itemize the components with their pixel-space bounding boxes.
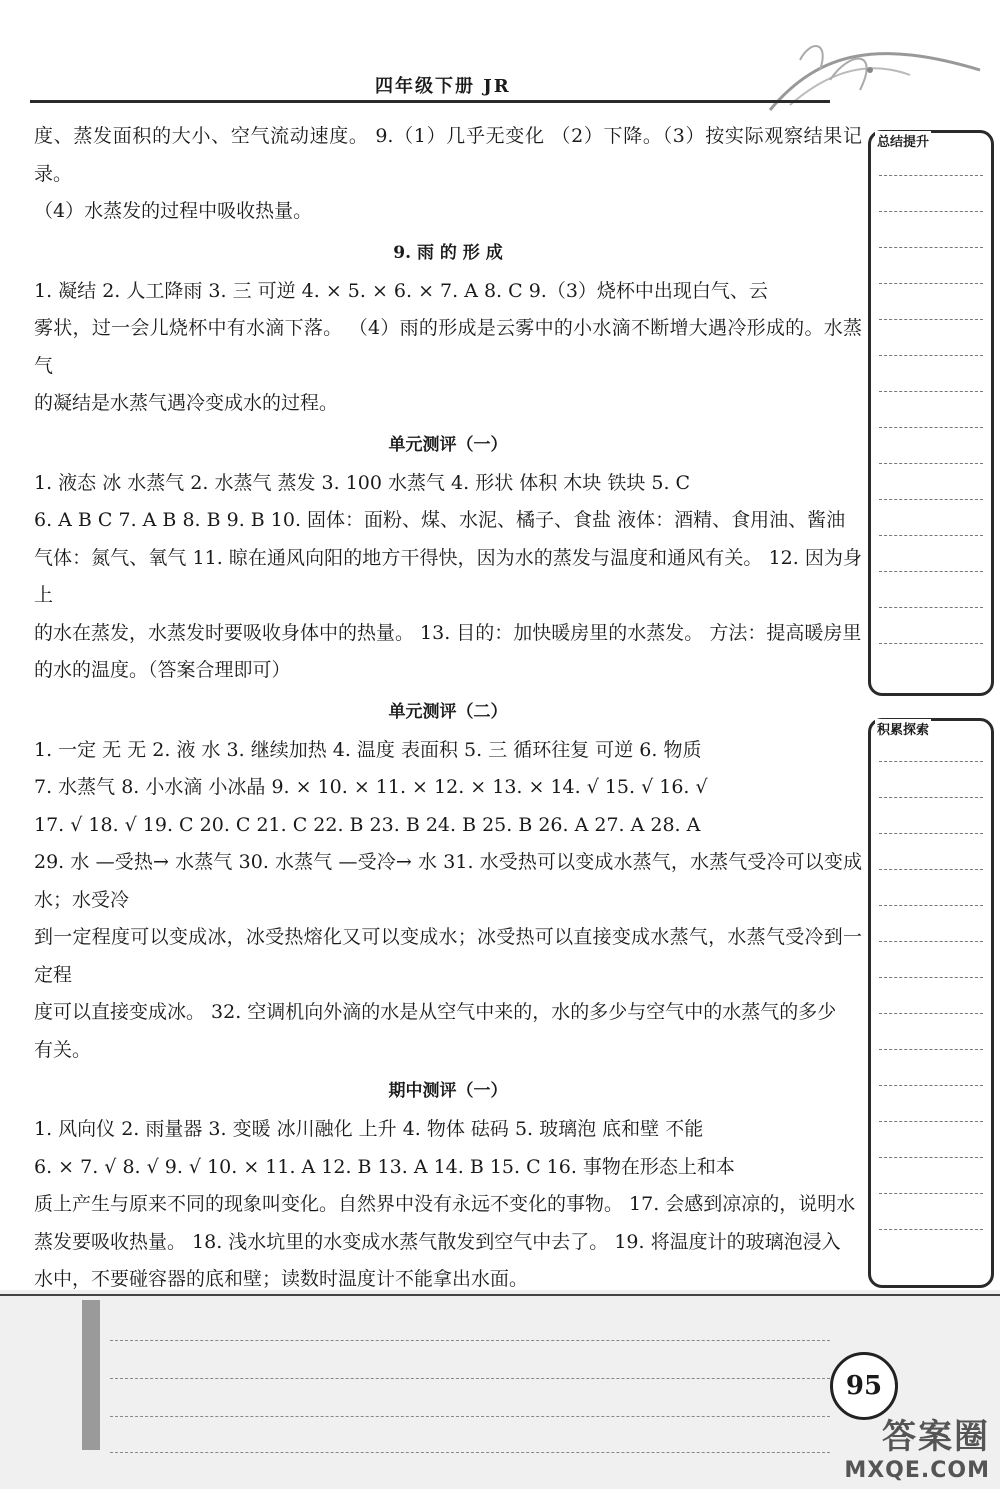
note-line — [879, 211, 983, 212]
note-line — [879, 535, 983, 536]
note-line — [879, 391, 983, 392]
note-line — [879, 427, 983, 428]
answer-line: 17. √ 18. √ 19. C 20. C 21. C 22. B 23. B 24. B 25. B 26. A 27. A 28. A — [34, 813, 701, 836]
note-line — [879, 1157, 983, 1158]
footer-note-line — [110, 1416, 830, 1417]
answer-line: 1. 凝结 2. 人工降雨 3. 三 可逆 4. × 5. × 6. × 7. A 8. C 9.（3）烧杯中出现白气、云 — [34, 279, 768, 302]
note-line — [879, 761, 983, 762]
footer-note-line — [110, 1340, 830, 1341]
answer-line: 1. 风向仪 2. 雨量器 3. 变暖 冰川融化 上升 4. 物体 砝码 5. 玻璃泡 底和壁 不能 — [34, 1118, 704, 1140]
note-line — [879, 283, 983, 284]
note-line — [879, 1193, 983, 1194]
answer-line: 7. 水蒸气 8. 小水滴 小冰晶 9. × 10. × 11. × 12. × 13. × 14. √ 15. √ 16. √ — [34, 776, 708, 798]
page-number: 95 — [830, 1352, 898, 1420]
summary-notes-box — [868, 130, 994, 696]
section-title: 9. 雨 的 形 成 — [393, 242, 503, 263]
answer-line: 的水的温度。（答案合理即可） — [34, 659, 291, 681]
answer-line: 到一定程度可以变成冰，冰受热熔化又可以变成水；冰受热可以直接变成水蒸气，水蒸气受冷到一定程 — [34, 926, 862, 986]
accumulate-notes-label: 积累探索 — [875, 719, 931, 738]
answer-line: 有关。 — [34, 1038, 92, 1061]
note-line — [879, 833, 983, 834]
answer-line: 1. 液态 冰 水蒸气 2. 水蒸气 蒸发 3. 100 水蒸气 4. 形状 体积 木块 铁块 5. C — [34, 471, 691, 494]
section-title: 单元测评（一） — [388, 434, 508, 455]
note-line — [879, 1085, 983, 1086]
note-line — [879, 247, 983, 248]
summary-notes-label: 总结提升 — [875, 131, 931, 150]
watermark-logo — [844, 1409, 990, 1483]
note-line — [879, 499, 983, 500]
decorative-flourish-icon — [760, 30, 990, 120]
watermark-line1: 答案圈 — [882, 1417, 990, 1457]
watermark-line2: MXQE.COM — [844, 1458, 990, 1483]
answer-line: 水中，不要碰容器的底和壁；读数时温度计不能拿出水面。 — [34, 1268, 529, 1290]
note-line — [879, 607, 983, 608]
header-rule — [30, 100, 830, 103]
footer-rule — [0, 1294, 1000, 1296]
note-line — [879, 319, 983, 320]
note-line — [879, 355, 983, 356]
answer-line: 度可以直接变成冰。 32. 空调机向外滴的水是从空气中来的，水的多少与空气中的水蒸气的多少 — [34, 1001, 837, 1023]
answer-line: 6. A B C 7. A B 8. B 9. B 10. 固体：面粉、煤、水泥、橘子、食盐 液体：酒精、食用油、酱油 — [34, 509, 846, 531]
answer-line: 6. × 7. √ 8. √ 9. √ 10. × 11. A 12. B 13. A 14. B 15. C 16. 事物在形态上和本 — [34, 1155, 735, 1178]
answer-line: 的凝结是水蒸气遇冷变成水的过程。 — [34, 392, 339, 414]
answer-line: 1. 一定 无 无 2. 液 水 3. 继续加热 4. 温度 表面积 5. 三 循环往复 可逆 6. 物质 — [34, 738, 702, 761]
answer-line: 的水在蒸发，水蒸发时要吸收身体中的热量。 13. 目的：加快暖房里的水蒸发。 方法：提高暖房里 — [34, 621, 862, 644]
answer-line: 蒸发要吸收热量。 18. 浅水坑里的水变成水蒸气散发到空气中去了。 19. 将温度计的玻璃泡浸入 — [34, 1230, 841, 1253]
footer-note-line — [110, 1452, 830, 1453]
note-line — [879, 1121, 983, 1122]
accumulate-notes-box — [868, 718, 994, 1288]
note-line — [879, 1013, 983, 1014]
intro-line: 度、蒸发面积的大小、空气流动速度。 9.（1）几乎无变化 （2）下降。（3）按实际观察结果记录。 — [34, 125, 862, 185]
note-line — [879, 905, 983, 906]
note-line — [879, 1229, 983, 1230]
header-title: 四年级下册 JR — [375, 76, 511, 97]
note-line — [879, 175, 983, 176]
answer-line: 29. 水 —受热→ 水蒸气 30. 水蒸气 —受冷→ 水 31. 水受热可以变成水蒸气，水蒸气受冷可以变成水；水受冷 — [34, 851, 862, 911]
answer-line: 雾状，过一会儿烧杯中有水滴下落。 （4）雨的形成是云雾中的小水滴不断增大遇冷形成的。水蒸气 — [34, 317, 862, 377]
note-line — [879, 463, 983, 464]
section-title: 单元测评（二） — [388, 701, 508, 722]
note-line — [879, 941, 983, 942]
section-title: 期中测评（一） — [388, 1081, 508, 1101]
footer-note-line — [110, 1378, 830, 1379]
answer-line: 质上产生与原来不同的现象叫变化。自然界中没有永远不变化的事物。 17. 会感到凉凉的，说明水 — [34, 1193, 856, 1215]
answer-content — [34, 118, 862, 1491]
note-line — [879, 571, 983, 572]
note-line — [879, 797, 983, 798]
note-line — [879, 1049, 983, 1050]
note-line — [879, 869, 983, 870]
answer-line: 气体：氮气、氧气 11. 晾在通风向阳的地方干得快，因为水的蒸发与温度和通风有关。 12. 因为身上 — [34, 546, 862, 606]
note-line — [879, 977, 983, 978]
intro-line: （4）水蒸发的过程中吸收热量。 — [34, 200, 313, 222]
footer-grey-bar — [82, 1300, 100, 1450]
note-line — [879, 643, 983, 644]
